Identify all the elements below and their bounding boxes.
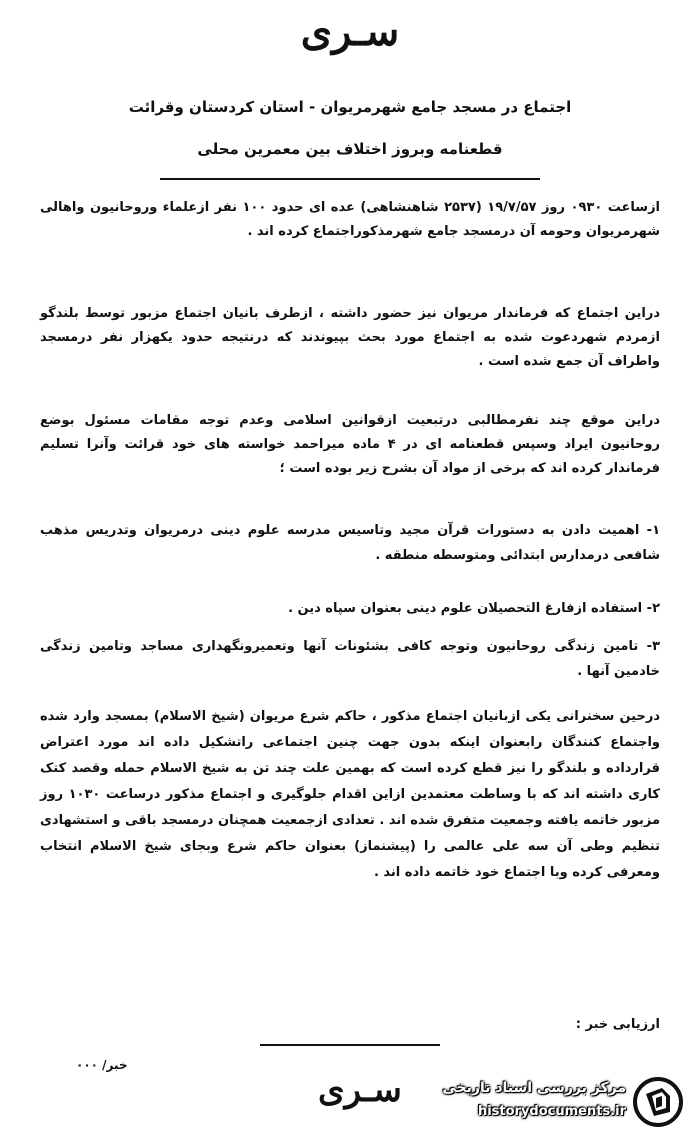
reference-number: خبر/ ۰۰۰ — [76, 1058, 128, 1072]
title-underline — [160, 178, 540, 180]
document-title-line-1: اجتماع در مسجد جامع شهرمریوان - استان کردستان وقرائت — [128, 98, 572, 116]
document-title-line-2: قطعنامه وبروز اختلاف بین معمرین محلی — [197, 140, 503, 158]
resolution-item-3: ۳- تامین زندگی روحانیون وتوجه کافی بشئونات آنها وتعمیرونگهداری مساجد وتامین زندگی خادمین آنها . — [40, 639, 660, 679]
evaluation-label: ارزیابی خبر : — [575, 1017, 660, 1032]
paragraph-2: دراین اجتماع که فرماندار مریوان نیز حضور داشته ، ازطرف بانیان اجتماع مزبور توسط بلندگو ازمردم شهردعوت شده به اجتماع مورد بحث بپیوندند که درنتیجه حدود یکهزار نفر درمسجد واطراف آن جمع شده است . — [40, 306, 660, 369]
paragraph-4: درحین سخنرانی یکی ازبانیان اجتماع مذکور ، حاکم شرع مریوان (شیخ الاسلام) بمسجد وارد شده واجتماع کنندگان رابعنوان اینکه بدون جهت چنین اجتماعی راتشکیل داده اند مورد اعتراض قرارداده و بلندگو را نیز قطع کرده است که بهمین علت چند تن به شیخ الاسلام حمله وقصد کتک کاری داشته اند که با وساطت معتمدین ازاین اقدام جلوگیری و اجتماع مذکور درساعت ۱۰۳۰ روز مزبور خاتمه یافته وجمعیت متفرق شده اند . تعدادی ازجمعیت همچنان درمسجد باقی و استشهادی تنظیم وطی آن سه علی عالمی را (پیشنماز) بعنوان حاکم شرع وبجای شیخ الاسلام انتخاب ومعرفی کرده وبا اجتماع خود خاتمه داده اند . — [40, 709, 660, 880]
resolution-item-2: ۲- استفاده ازفارغ التحصیلان علوم دینی بعنوان سپاه دین . — [288, 601, 660, 616]
watermark-org-name: مرکز بررسی اسناد تاریخی — [442, 1080, 626, 1096]
resolution-item-1: ۱- اهمیت دادن به دستورات قرآن مجید وتاسیس مدرسه علوم دینی درمریوان وتدریس مذهب شافعی درمدارس ابتدائی ومتوسطه منطقه . — [40, 523, 660, 563]
watermark-url: historydocuments.ir — [477, 1104, 626, 1119]
archive-logo-icon — [632, 1076, 684, 1128]
paragraph-3: دراین موقع چند نفرمطالبی درتبعیت ازقوانین اسلامی وعدم توجه مقامات مسئول بوضع روحانیون ایراد وسپس قطعنامه ای در ۴ ماده میراحمد خواسته های خود قرائت وآنرا تسلیم فرماندار کرده اند که برخی از مواد آن بشرح زیر بوده است ؛ — [40, 413, 660, 476]
evaluation-underline — [260, 1044, 440, 1046]
classification-header: سـری — [300, 8, 400, 55]
classification-footer: سـری — [318, 1070, 402, 1110]
paragraph-1: ازساعت ۰۹۳۰ روز ۱۹/۷/۵۷ (۲۵۳۷ شاهنشاهی) عده ای حدود ۱۰۰ نفر ازعلماء وروحانیون واهالی شهرمریوان وحومه آن درمسجد جامع شهرمذکوراجتماع کرده اند . — [40, 200, 661, 239]
watermark — [388, 1070, 688, 1136]
